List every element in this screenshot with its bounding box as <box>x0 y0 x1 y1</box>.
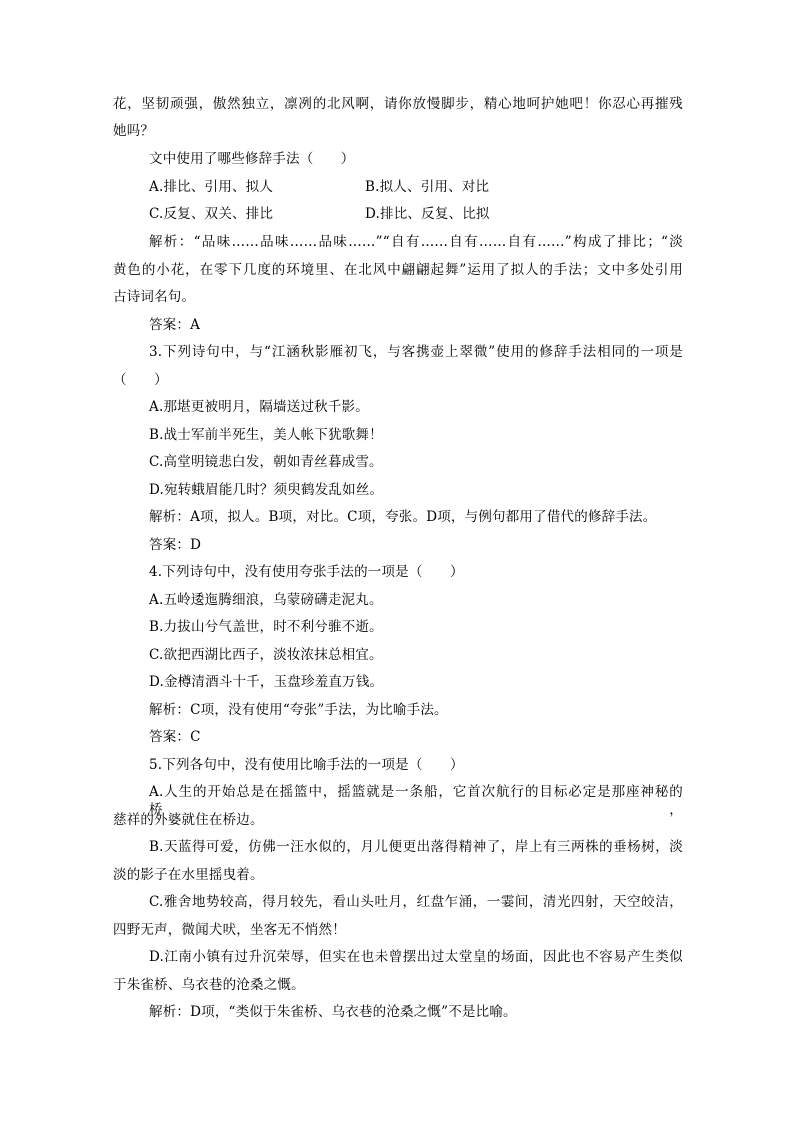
q5-option-a-line-2: 慈祥的外婆就住在桥边。 <box>113 812 264 828</box>
q5-option-a-line-1: A.人生的开始总是在摇篮中，摇篮就是一条船，它首次航行的目标必定是那座神秘的桥， <box>149 784 683 818</box>
q4-option-b: B.力拔山兮气盖世，时不利兮骓不逝。 <box>149 619 383 635</box>
q2-analysis-line-1: 解析：“品味……品味……品味……”“自有……自有……自有……”构成了排比；“淡 <box>149 234 683 250</box>
q4-option-c: C.欲把西湖比西子，淡妆浓抹总相宜。 <box>149 647 383 663</box>
q3-option-a: A.那堪更被明月，隔墙送过秋千影。 <box>149 399 369 415</box>
q3-option-c: C.高堂明镜悲白发，朝如青丝暮成雪。 <box>149 454 383 470</box>
q3-option-b: B.战士军前半死生，美人帐下犹歌舞！ <box>149 427 383 443</box>
q2-analysis-line-2: 黄色的小花，在零下几度的环境里、在北风中翩翩起舞”运用了拟人的手法；文中多处引用 <box>113 262 683 278</box>
q4-answer: 答案：C <box>149 729 201 745</box>
q5-option-b-line-2: 淡的影子在水里摇曳着。 <box>113 867 264 883</box>
passage-line-1: 花，坚韧顽强，傲然独立，凛冽的北风啊，请你放慢脚步，精心地呵护她吧！你忍心再摧残 <box>113 96 683 112</box>
q5-option-b-line-1: B.天蓝得可爱，仿佛一汪水似的，月儿便更出落得精神了，岸上有三两株的垂杨树，淡 <box>149 839 683 855</box>
q4-option-a: A.五岭逶迤腾细浪，乌蒙磅礴走泥丸。 <box>149 592 383 608</box>
q5-option-c-line-2: 四野无声，微闻犬吠，坐客无不悄然！ <box>113 922 346 938</box>
question-3-stem-cont: （ ） <box>113 372 168 388</box>
passage-line-2: 她吗？ <box>113 123 155 139</box>
q3-answer: 答案：D <box>149 537 202 553</box>
q3-analysis: 解析：A项，拟人。B项，对比。C项，夸张。D项，与例句都用了借代的修辞手法。 <box>149 509 657 525</box>
q3-option-d: D.宛转蛾眉能几时？须臾鹤发乱如丝。 <box>149 482 384 498</box>
q5-analysis: 解析：D项，“类似于朱雀桥、乌衣巷的沧桑之慨”不是比喻。 <box>149 1004 517 1020</box>
q5-option-d-line-1: D.江南小镇有过升沉荣辱，但实在也未曾摆出过太堂皇的场面，因此也不容易产生类似 <box>149 949 683 965</box>
q2-option-b: B.拟人、引用、对比 <box>365 179 490 195</box>
question-5-stem: 5.下列各句中，没有使用比喻手法的一项是（ ） <box>149 757 464 773</box>
q5-option-d-line-2: 于朱雀桥、乌衣巷的沧桑之慨。 <box>113 977 305 993</box>
question-4-stem: 4.下列诗句中，没有使用夸张手法的一项是（ ） <box>149 564 464 580</box>
question-2-stem: 文中使用了哪些修辞手法（ ） <box>149 151 355 167</box>
q2-option-d: D.排比、反复、比拟 <box>365 206 490 222</box>
q2-answer: 答案：A <box>149 317 201 333</box>
q4-analysis: 解析：C项，没有使用“夸张”手法，为比喻手法。 <box>149 702 448 718</box>
q5-option-c-line-1: C.雅舍地势较高，得月较先，看山头吐月，红盘乍涌，一霎间，清光四射，天空皎洁， <box>149 894 683 910</box>
q4-option-d: D.金樽清酒斗十千，玉盘珍羞直万钱。 <box>149 674 384 690</box>
question-3-stem: 3.下列诗句中，与“江涵秋影雁初飞，与客携壶上翠微”使用的修辞手法相同的一项是 <box>149 344 683 360</box>
q2-analysis-line-3: 古诗词名句。 <box>113 289 196 305</box>
q2-option-c: C.反复、双关、排比 <box>149 206 274 222</box>
q2-option-a: A.排比、引用、拟人 <box>149 179 274 195</box>
